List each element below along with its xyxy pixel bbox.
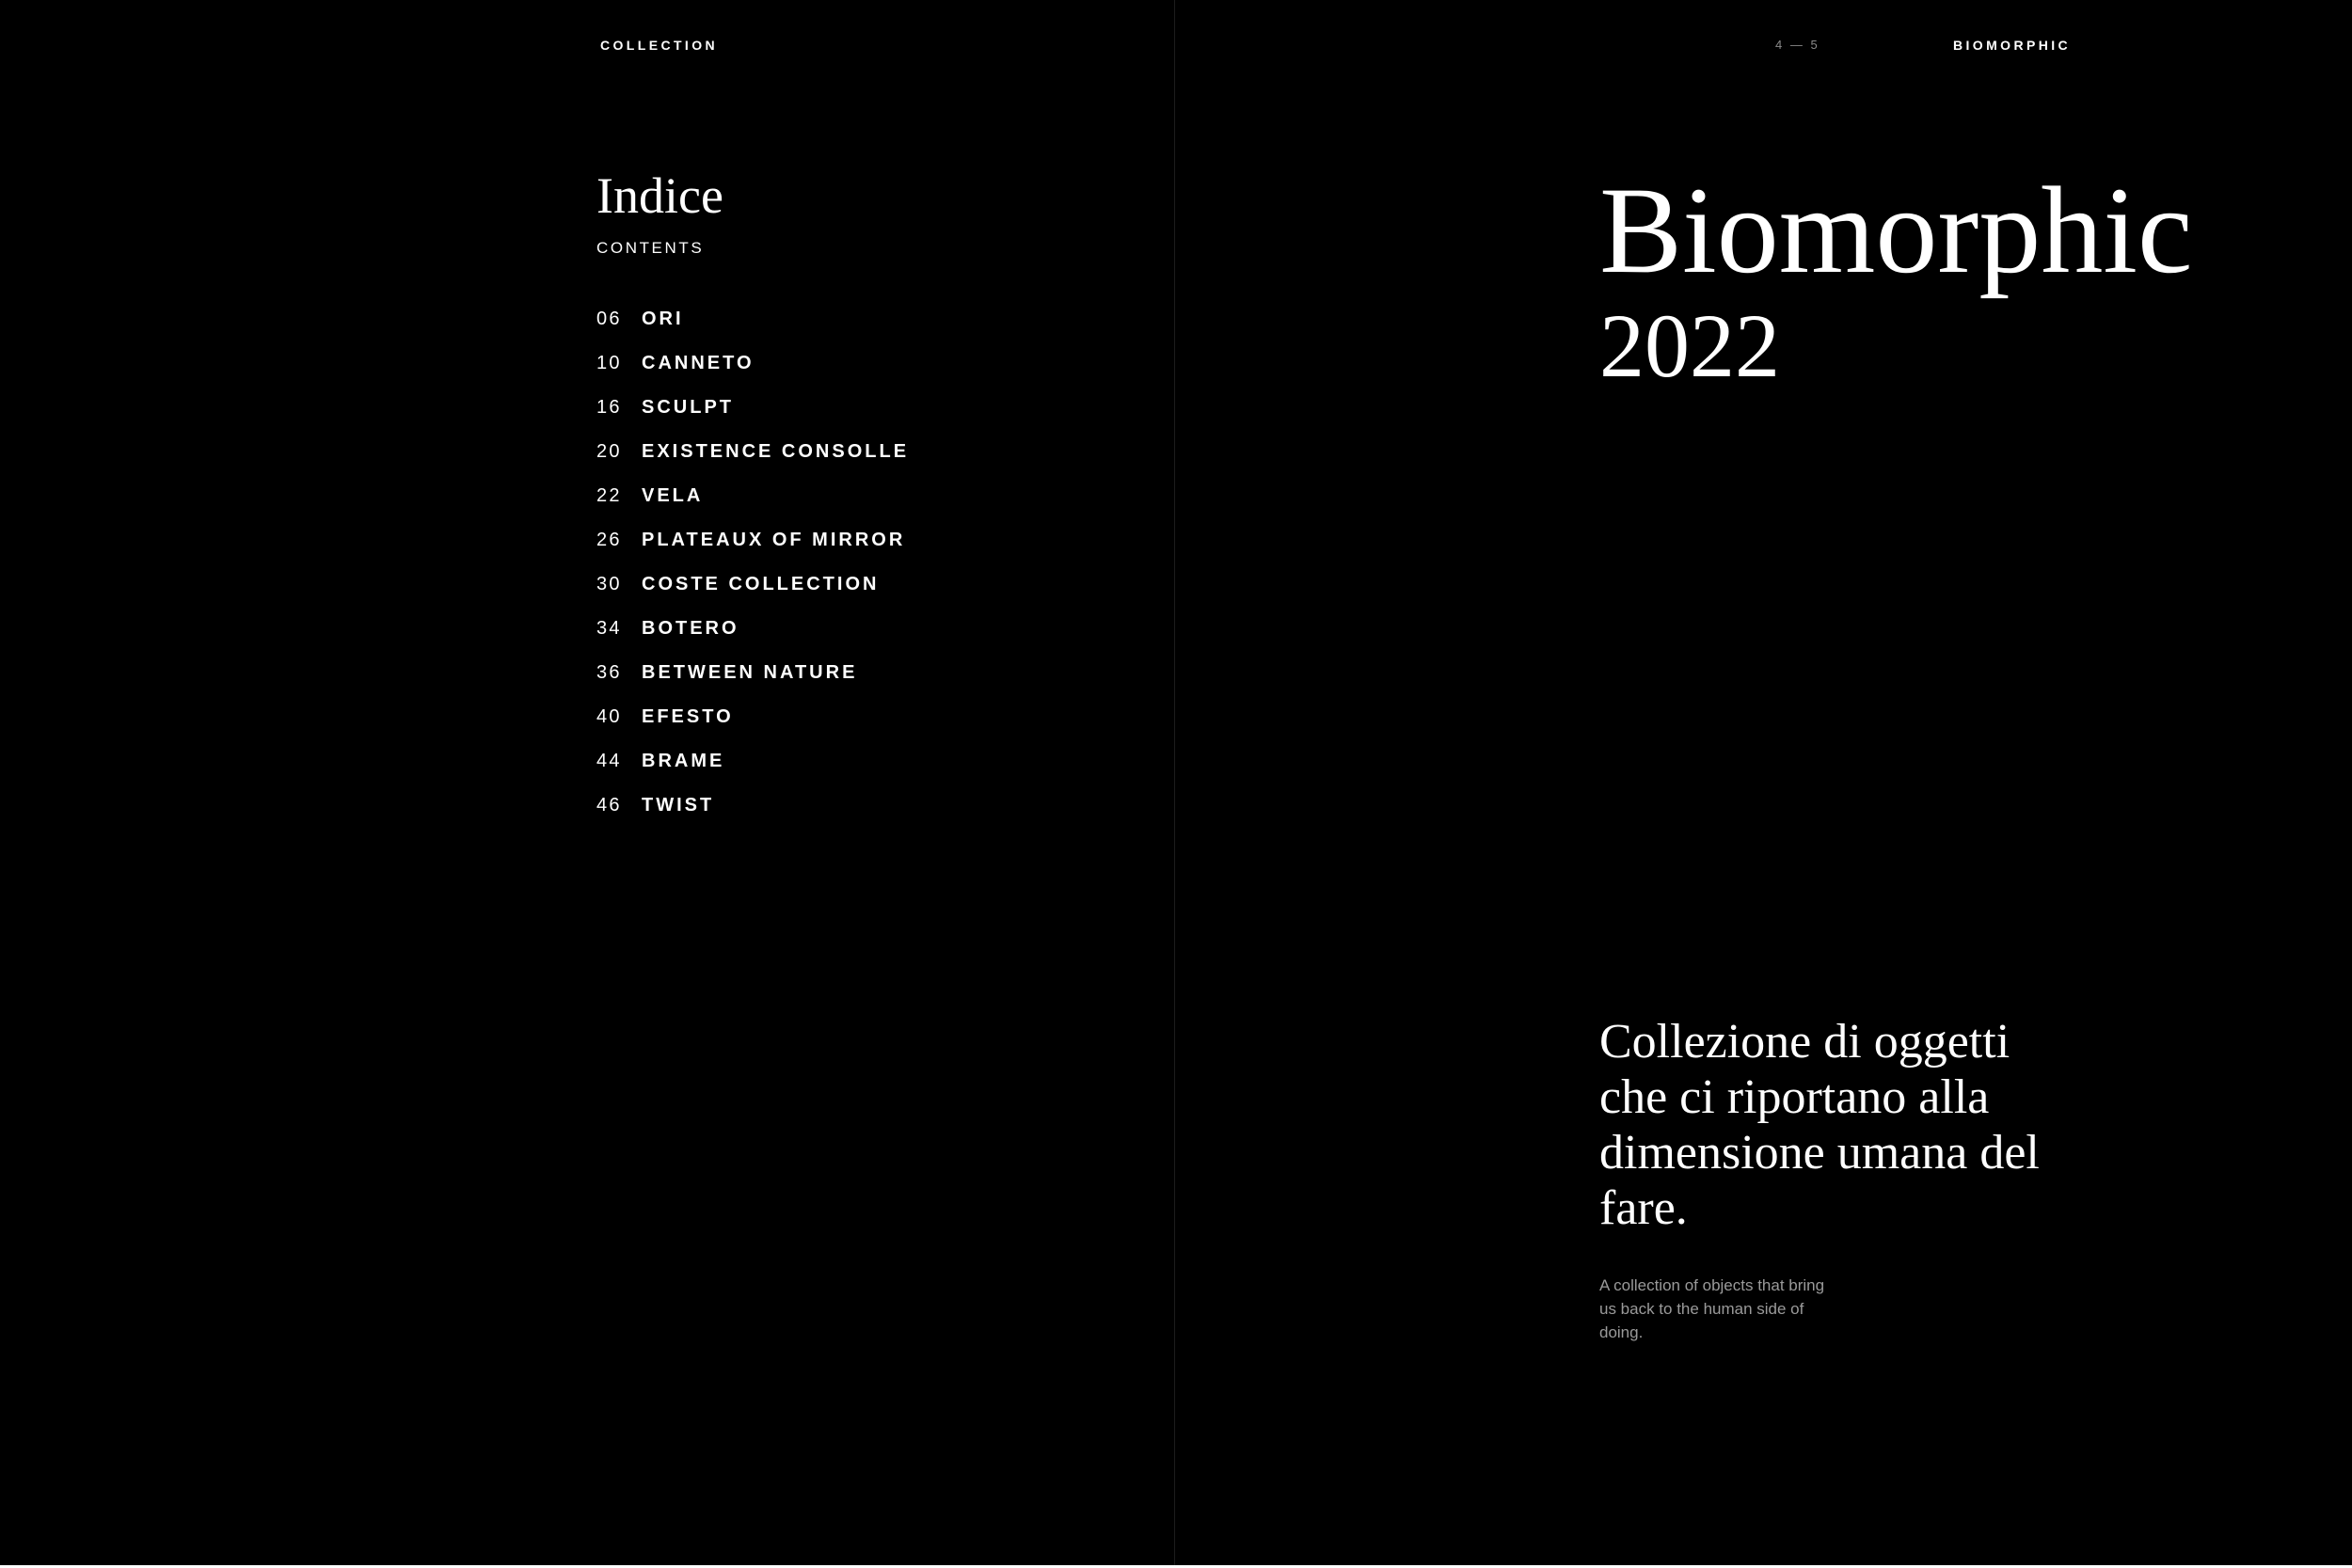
toc-page-number: 26 [596,530,622,550]
toc-item-label: BOTERO [642,618,739,639]
running-head-left: COLLECTION [600,38,718,53]
toc-item-label: SCULPT [642,397,734,418]
toc-item-label: PLATEAUX OF MIRROR [642,530,906,550]
toc-item[interactable] [596,617,909,661]
toc-page-number: 06 [596,309,622,329]
page-divider [1174,0,1175,1565]
collection-year: 2022 [1599,295,1780,396]
toc-page-number: 40 [596,706,622,727]
toc-subtitle: CONTENTS [596,239,705,257]
toc-item[interactable] [596,396,909,440]
toc-page-number: 46 [596,795,622,816]
toc-item[interactable] [596,750,909,794]
toc-item[interactable] [596,484,909,529]
toc-title: Indice [596,167,723,224]
toc-page-number: 36 [596,662,622,683]
toc-item-label: EFESTO [642,706,734,727]
toc-item[interactable] [596,352,909,396]
toc-item-label: VELA [642,485,704,506]
toc-item[interactable] [596,794,909,838]
toc-item[interactable] [596,529,909,573]
toc-list [596,308,909,838]
toc-page-number: 16 [596,397,622,418]
toc-item[interactable] [596,573,909,617]
toc-item-label: BRAME [642,751,725,771]
toc-page-number: 44 [596,751,622,771]
toc-page-number: 30 [596,574,622,594]
toc-item[interactable] [596,440,909,484]
toc-item[interactable] [596,661,909,705]
toc-item-label: BETWEEN NATURE [642,662,858,683]
toc-item-label: EXISTENCE CONSOLLE [642,441,910,462]
running-head-right: BIOMORPHIC [1953,38,2071,53]
toc-item-label: ORI [642,309,684,329]
toc-page-number: 22 [596,485,622,506]
toc-item-label: COSTE COLLECTION [642,574,880,594]
collection-title: Biomorphic [1599,161,2193,299]
toc-page-number: 34 [596,618,622,639]
toc-item-label: CANNETO [642,353,755,373]
english-description: A collection of objects that bring us back to the human side of doing. [1599,1276,1825,1341]
toc-item[interactable] [596,705,909,750]
toc-page-number: 10 [596,353,622,373]
toc-item[interactable] [596,308,909,352]
toc-page-number: 20 [596,441,622,462]
toc-item-label: TWIST [642,795,715,816]
collection-tagline: Collezione di oggetti che ci riportano alla dimensione umana del fare. [1599,1015,2040,1235]
page-folio: 4 — 5 [1775,38,1820,52]
